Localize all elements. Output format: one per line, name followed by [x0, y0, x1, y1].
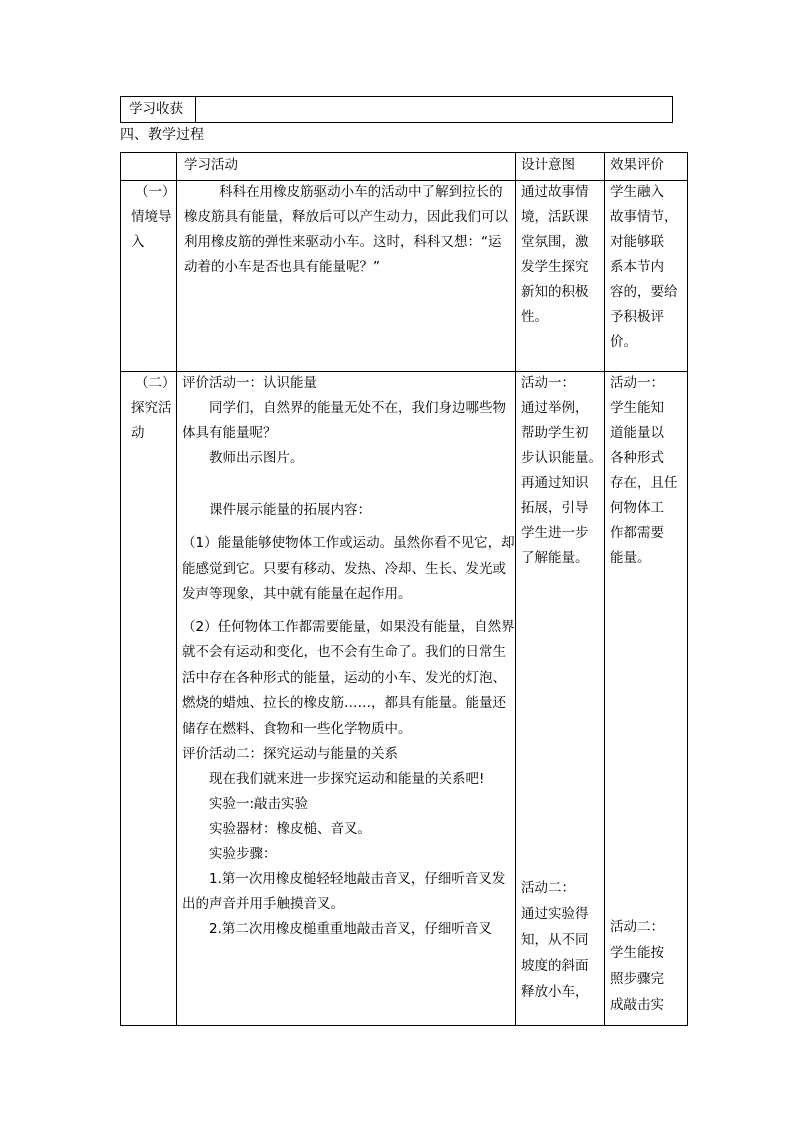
evaluation-line: 成敲击实 [610, 997, 664, 1013]
stage-line: 入 [131, 234, 145, 250]
design-line: 堂氛围，激 [521, 234, 589, 250]
evaluation-line: 存在，且任 [610, 475, 678, 491]
evaluation-line: 对能够联 [610, 234, 664, 250]
evaluation-line: 道能量以 [610, 425, 664, 441]
row2-evaluation-2 [610, 914, 682, 1018]
design-line: 通过实验得 [521, 906, 589, 922]
evaluation-line: 故事情节， [610, 209, 678, 225]
evaluation-line: 活动一： [610, 375, 664, 391]
header-activity: 学习活动 [184, 157, 238, 173]
step-1: 1.第一次用橡皮槌轻轻地敲击音叉，仔细听音叉发出的声音并用手触摸音叉。 [182, 871, 506, 912]
eval1-title: 评价活动一：认识能量 [182, 375, 317, 391]
evaluation-line: 各种形式 [610, 450, 664, 466]
design-line: 发学生探究 [521, 259, 589, 275]
row2-design-2 [521, 875, 605, 1005]
design-line: 通过举例， [521, 400, 589, 416]
step-2: 2.第二次用橡皮槌重重地敲击音叉，仔细听音叉 [209, 921, 492, 937]
design-line: 境，活跃课 [521, 209, 589, 225]
row2-evaluation-1 [610, 371, 682, 571]
evaluation-line: 能量。 [610, 550, 651, 566]
evaluation-line: 学生能按 [610, 945, 664, 961]
stage-line: 探究活 [131, 400, 172, 416]
header-design: 设计意图 [521, 157, 575, 173]
row2-stage [128, 371, 177, 446]
design-line: 了解能量。 [521, 550, 589, 566]
stage-line: （一） [135, 184, 176, 200]
column-divider [515, 153, 516, 1025]
design-line: 帮助学生初 [521, 425, 589, 441]
row2-activity [182, 371, 515, 942]
design-line: 释放小车， [521, 984, 589, 1000]
row1-design [521, 180, 605, 330]
evaluation-line: 作都需要 [610, 525, 664, 541]
intro-2: 现在我们就来进一步探究运动和能量的关系吧! [209, 771, 485, 787]
column-divider [176, 153, 177, 1025]
evaluation-line: 照步骤完 [610, 971, 664, 987]
header-evaluation: 效果评价 [610, 157, 664, 173]
evaluation-line: 何物体工 [610, 500, 664, 516]
design-line: 步认识能量。 [521, 450, 602, 466]
materials: 实验器材：橡皮槌、音叉。 [209, 821, 371, 837]
stage-line: 动 [131, 425, 145, 441]
show-picture: 教师出示图片。 [209, 450, 304, 466]
evaluation-line: 予积极评 [610, 309, 664, 325]
evaluation-line: 活动二： [610, 919, 664, 935]
row2-design-1 [521, 371, 605, 571]
question-1: 同学们，自然界的能量无处不在，我们身边哪些物体具有能量呢？ [182, 400, 506, 441]
stage-line: （二） [135, 375, 176, 391]
design-line: 新知的积极 [521, 284, 589, 300]
stage-line: 情境导 [131, 209, 172, 225]
eval2-title: 评价活动二：探究运动与能量的关系 [182, 746, 398, 762]
evaluation-line: 学生融入 [610, 184, 664, 200]
row1-activity [184, 180, 514, 280]
design-line: 活动二： [521, 880, 575, 896]
design-line: 知，从不同 [521, 932, 589, 948]
evaluation-line: 学生能知 [610, 400, 664, 416]
extension-intro: 课件展示能量的拓展内容： [209, 502, 371, 518]
harvest-table [120, 96, 673, 123]
experiment-1: 实验一:敲击实验 [209, 796, 309, 812]
design-line: 活动一： [521, 375, 575, 391]
evaluation-line: 价。 [610, 334, 637, 350]
row1-activity-text: 科科在用橡皮筋驱动小车的活动中了解到拉长的橡皮筋具有能量，释放后可以产生动力，因此我们可以利用橡皮筋的弹性来驱动小车。这时，科科又想：“运动着的小车是否也具有能量呢？” [184, 184, 508, 275]
point-2: （2）任何物体工作都需要能量，如果没有能量，自然界就不会有运动和变化，也不会有生命了。我们的日常生活中存在各种形式的能量，运动的小车、发光的灯泡、燃烧的蜡烛、拉长的橡皮筋……，都具有能量。能量还储存在燃料、食物和一些化学物质中。 [182, 618, 515, 737]
design-line: 通过故事情 [521, 184, 589, 200]
point-1: （1）能量能够使物体工作或运动。虽然你看不见它，却能感觉到它。只要有移动、发热、冷却、生长、发光或发声等现象，其中就有能量在起作用。 [182, 535, 515, 602]
steps: 实验步骤： [209, 846, 277, 862]
harvest-label: 学习收获 [121, 97, 196, 122]
design-line: 学生进一步 [521, 525, 589, 541]
row1-stage [128, 180, 177, 255]
evaluation-line: 系本节内 [610, 259, 664, 275]
teaching-process-table [120, 152, 688, 1026]
design-line: 再通过知识 [521, 475, 589, 491]
row1-evaluation [610, 180, 682, 355]
evaluation-line: 容的，要给 [610, 284, 678, 300]
section-title: 四、教学过程 [120, 127, 204, 143]
design-line: 坡度的斜面 [521, 958, 589, 974]
design-line: 拓展，引导 [521, 500, 589, 516]
design-line: 性。 [521, 309, 548, 325]
